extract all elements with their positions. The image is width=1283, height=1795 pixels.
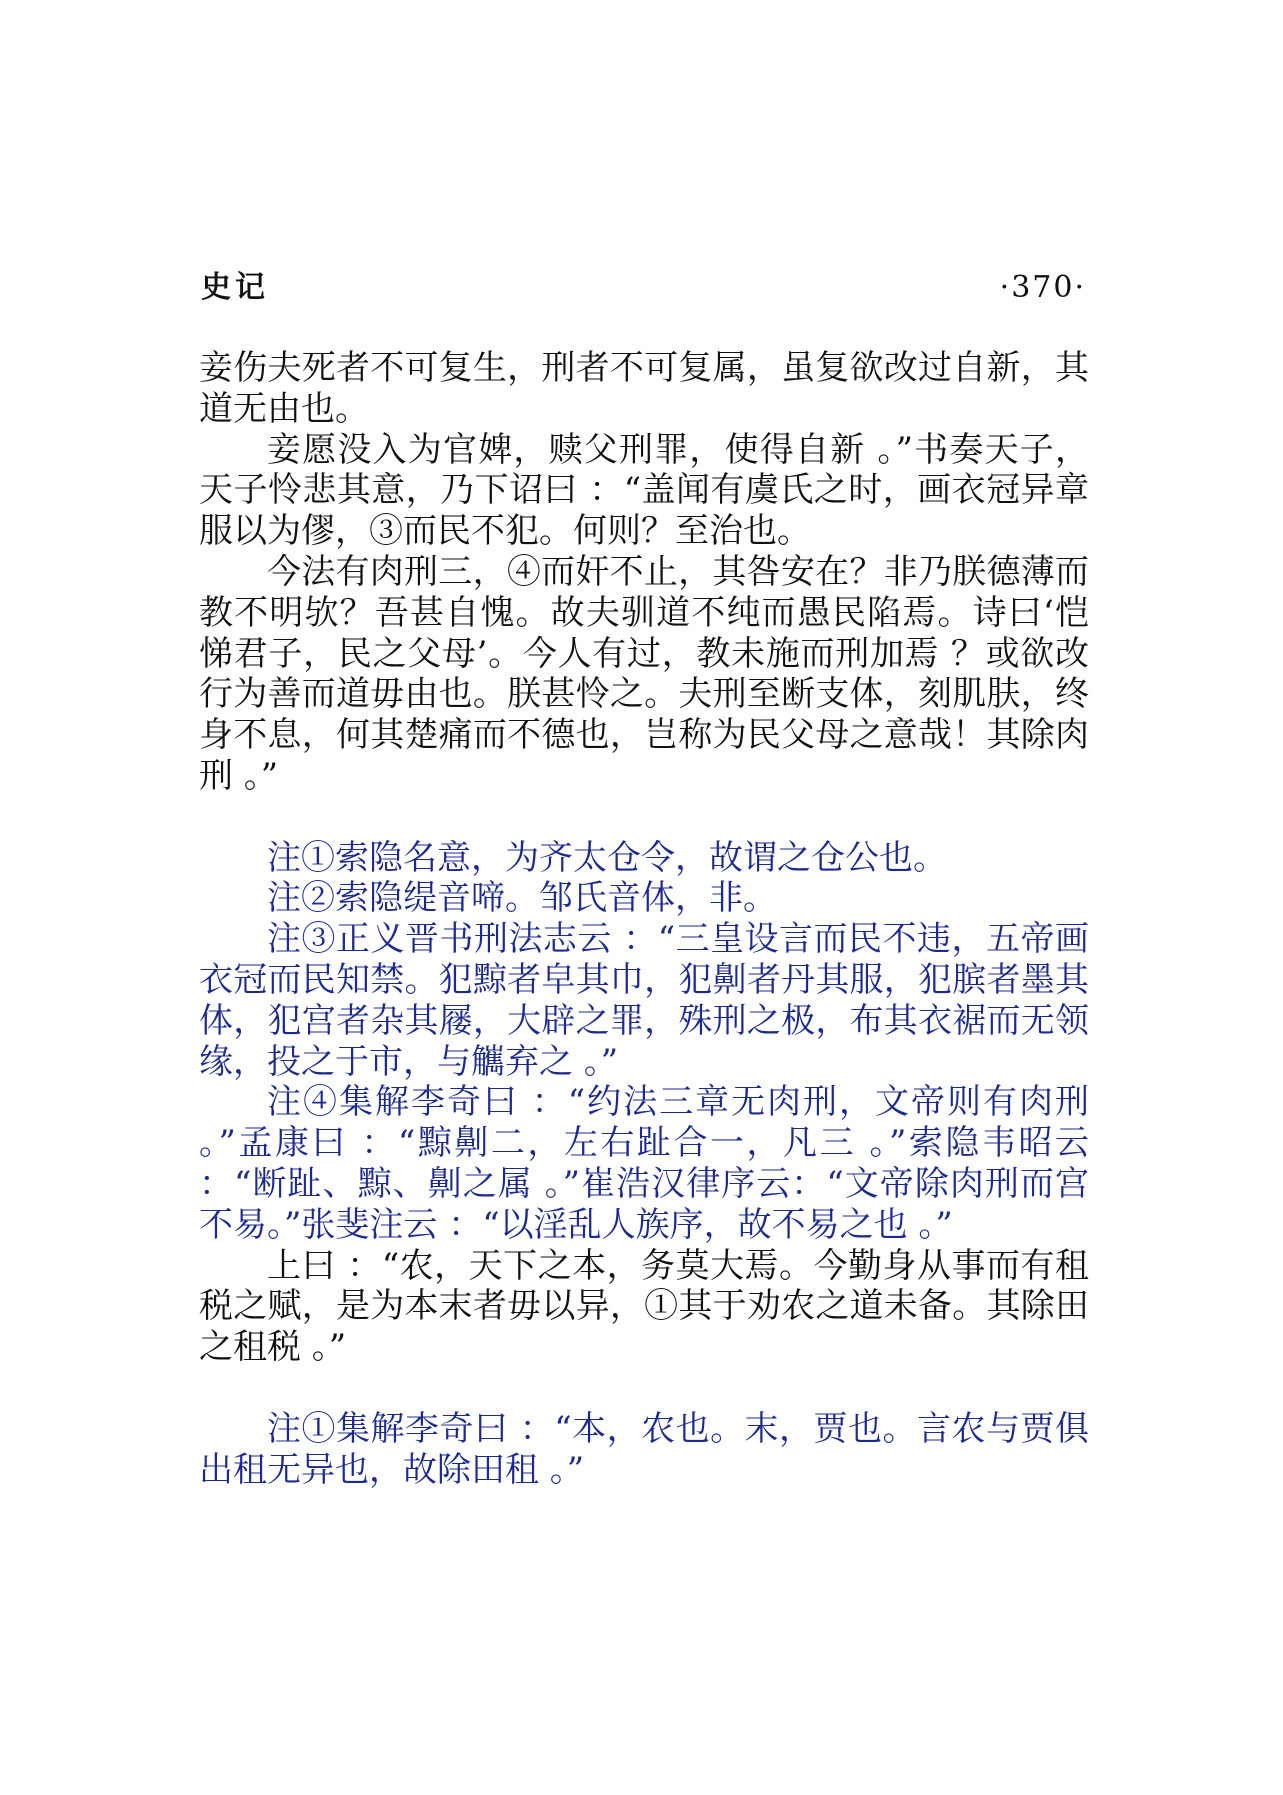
annotation-note: 注②索隐缇音啼。邹氏音体，非。 <box>267 878 777 919</box>
book-title: 史记 <box>201 270 269 305</box>
paragraph: 妾伤夫死者不可复生，刑者不可复属，虽复欲改过自新，其道无由也。 <box>199 348 1089 429</box>
spacer <box>199 797 1089 838</box>
annotation-note: 注①集解李奇曰 ：“本，农也。末，贾也。言农与贾俱出租无异也，故除田租 。” <box>199 1408 1089 1490</box>
paragraph: 上曰 ：“农，天下之本，务莫大焉。今勤身从事而有租税之赋，是为本末者毋以异，①其于劝农之道未备。其除田之租税 。” <box>199 1245 1089 1368</box>
page-header <box>201 264 1086 312</box>
spacer <box>199 1368 1089 1409</box>
paragraph: 今法有肉刑三，④而奸不止，其咎安在？非乃朕德薄而教不明欤？吾甚自愧。故夫驯道不纯而愚民陷焉。诗曰‘恺悌君子，民之父母’。今人有过，教未施而刑加焉 ？或欲改行为善而道毋由也。朕甚怜之。夫刑至断支体，刻肌肤，终身不息，何其楚痛而不德也，岂称为民父母之意哉！其除肉刑 。” <box>199 551 1089 796</box>
body-text <box>199 348 1089 1490</box>
page-number: ·370· <box>999 270 1086 305</box>
annotation-note: 注①索隐名意，为齐太仓令，故谓之仓公也。 <box>267 837 947 878</box>
annotation-note: 注④集解李奇曰 ：“约法三章无肉刑，文帝则有肉刑 。”孟康曰 ：“黥劓二，左右趾合一，凡三 。”索隐韦昭云 ：“断趾、黥、劓之属 。”崔浩汉律序云：“文帝除肉刑而宫不易。”张斐注云 ：“以淫乱人族序，故不易之也 。” <box>199 1082 1089 1245</box>
paragraph: 妾愿没入为官婢，赎父刑罪，使得自新 。”书奏天子，天子怜悲其意，乃下诏曰 ：“盖闻有虞氏之时，画衣冠异章服以为僇，③而民不犯。何则？至治也。 <box>199 429 1089 552</box>
annotation-note: 注③正义晋书刑法志云 ：“三皇设言而民不违，五帝画衣冠而民知禁。犯黥者皁其巾，犯劓者丹其服，犯膑者墨其体，犯宫者杂其屦，大辟之罪，殊刑之极，布其衣裾而无领缘，投之于市，与觽弃之 。” <box>199 919 1089 1082</box>
